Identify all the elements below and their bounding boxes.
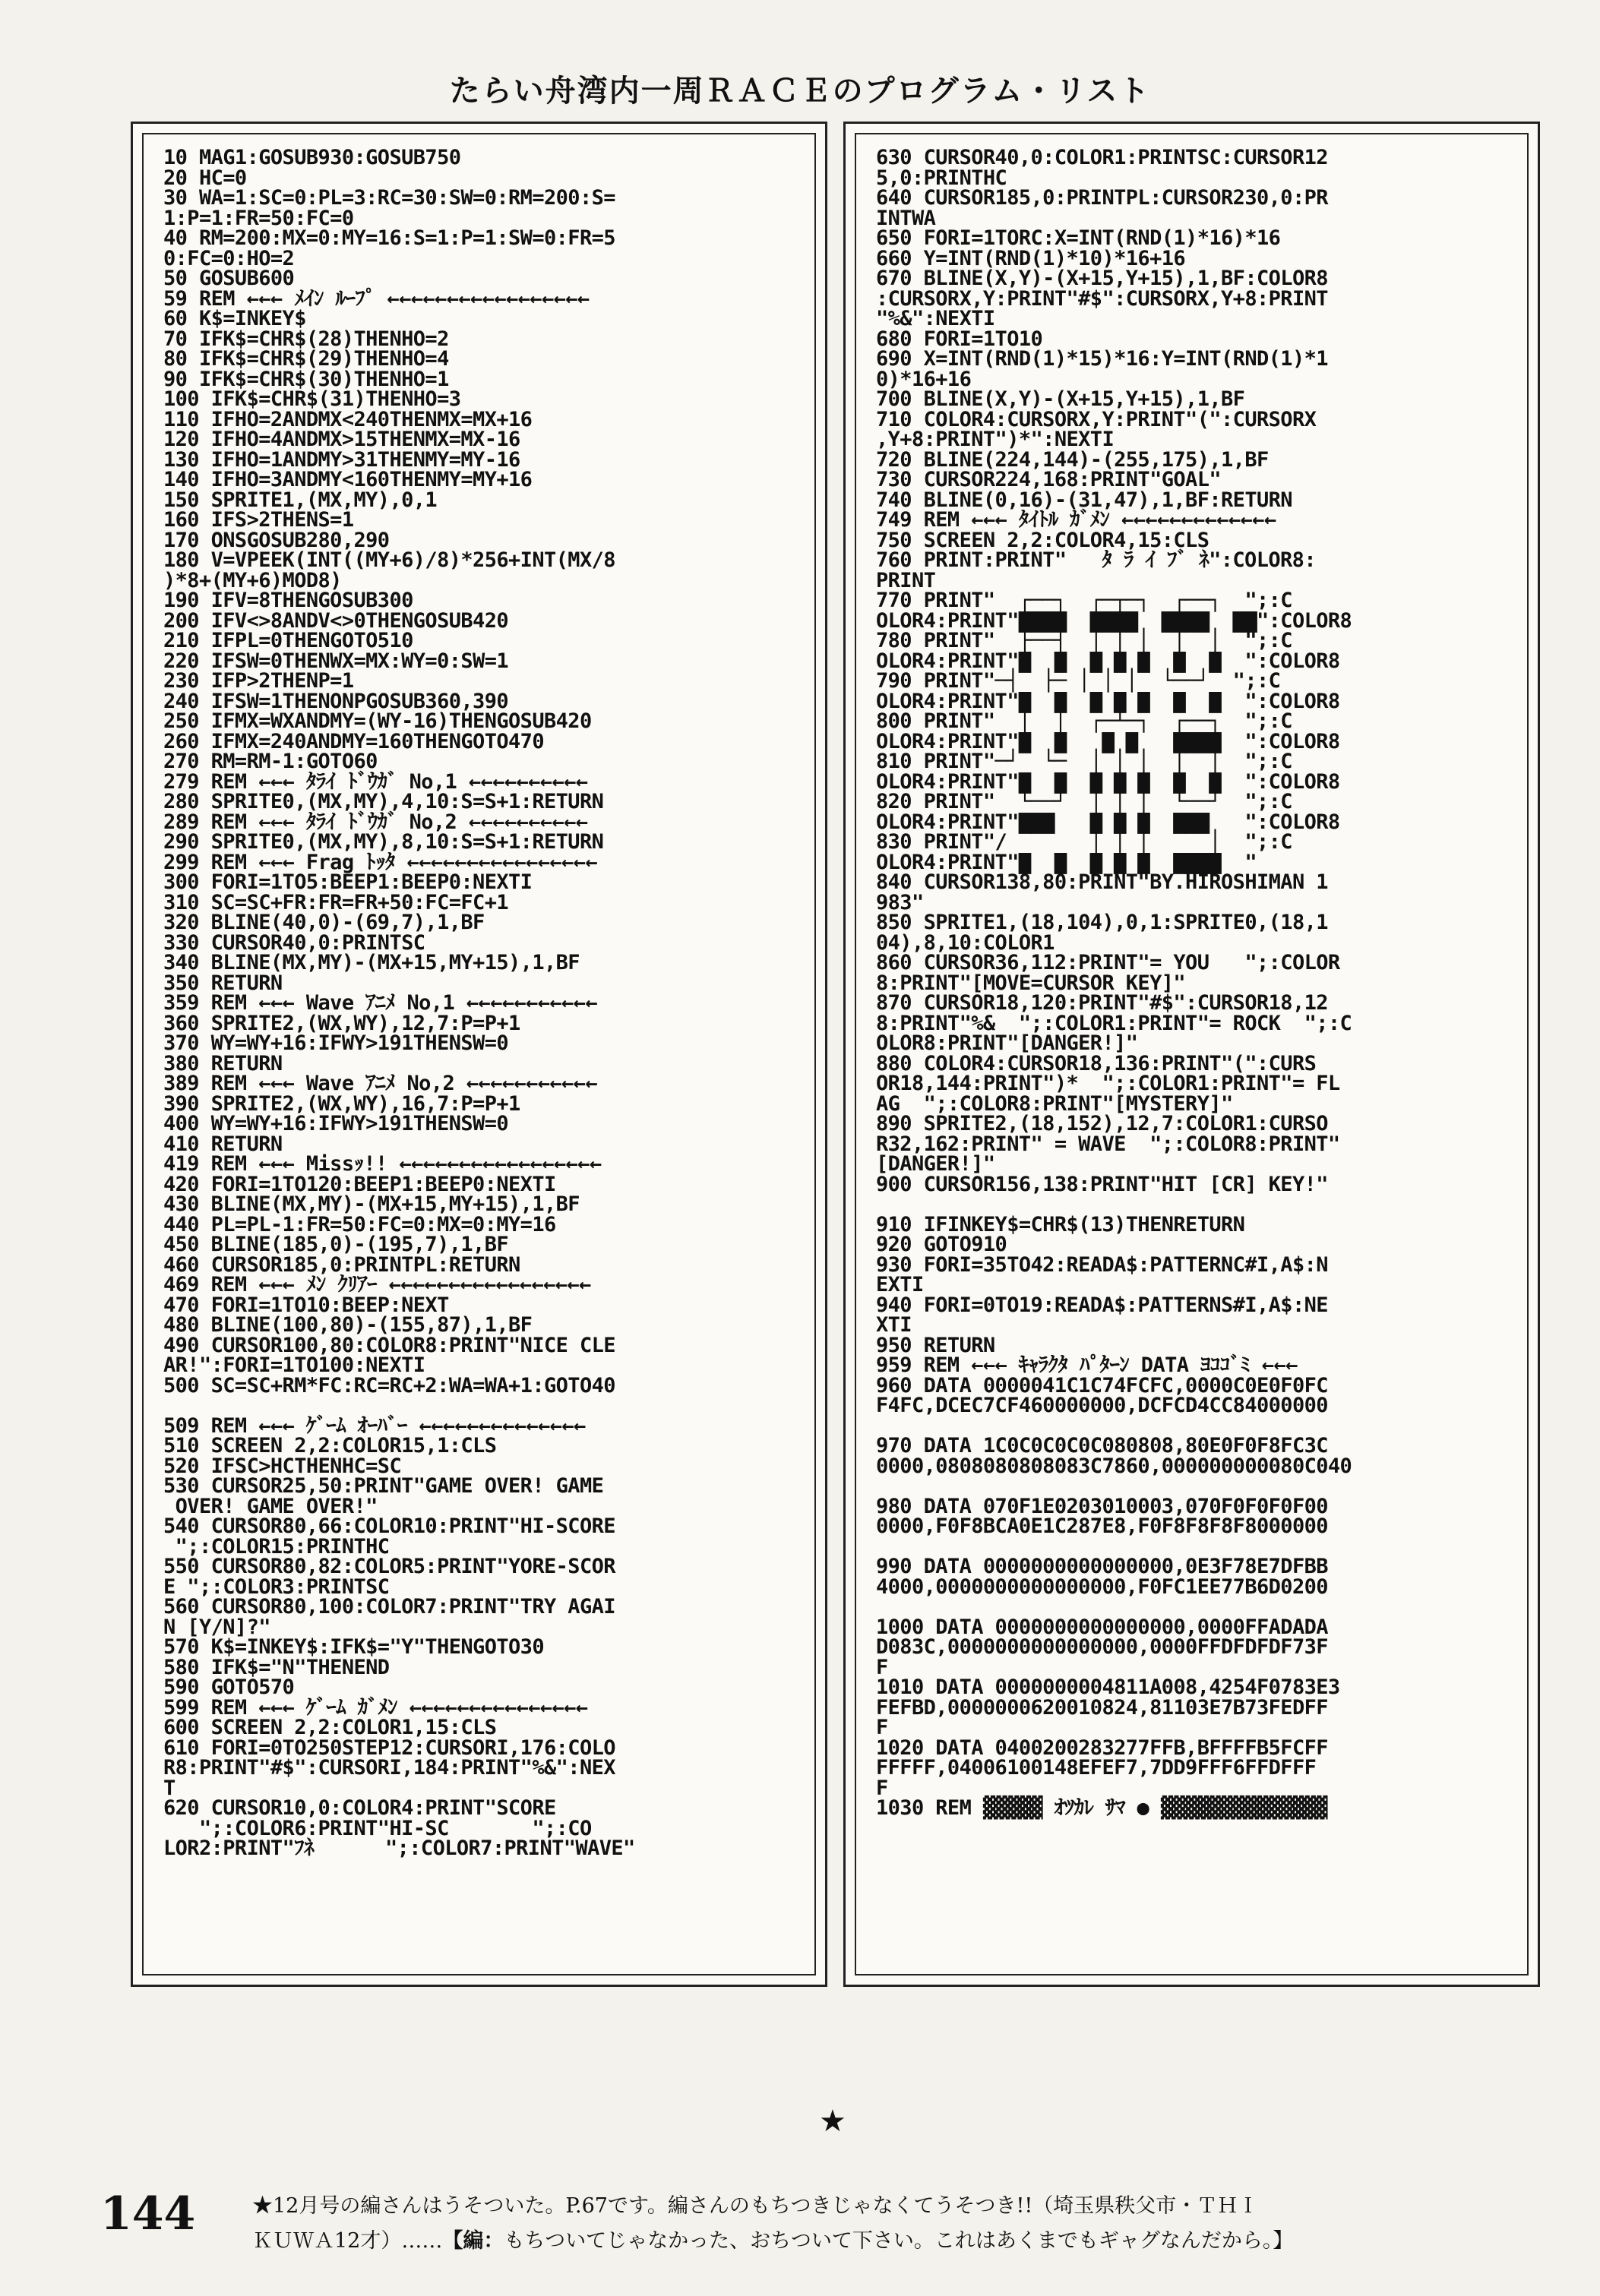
footnote-line-2 [252, 2224, 1529, 2259]
code-listing-left: 10 MAG1:GOSUB930:GOSUB750 20 HC=0 30 WA=1:SC=0:PL=3:RC=30:SW=0:RM=200:S= 1:P=1:FR=50:FC=0 40 RM=200:MX=0:MY=16:S=1:P=1:SW=0:FR=5 0:FC=0:HO=2 50 GOSUB600 59 REM ←←← ﾒｲﾝ ﾙｰﾌﾟ ←←←←←←←←←←←←←←←←← 60 K$=INKEY$ 70 IFK$=CHR$(28)THENHO=2 80 IFK$=CHR$(29)THENHO=4 90 IFK$=CHR$(30)THENHO=1 100 IFK$=CHR$(31)THENHO=3 110 IFHO=2ANDMX<240THENMX=MX+16 120 IFHO=4ANDMX>15THENMX=MX-16 130 IFHO=1ANDMY>31THENMY=MY-16 140 IFHO=3ANDMY<160THENMY=MY+16 150 SPRITE1,(MX,MY),0,1 160 IFS>2THENS=1 170 ONSGOSUB280,290 180 V=VPEEK(INT((MY+6)/8)*256+INT(MX/8 )*8+(MY+6)MOD8) 190 IFV=8THENGOSUB300 200 IFV<>8ANDV<>0THENGOSUB420 210 IFPL=0THENGOTO510 220 IFSW=0THENWX=MX:WY=0:SW=1 230 IFP>2THENP=1 240 IFSW=1THENONPGOSUB360,390 250 IFMX=WXANDMY=(WY-16)THENGOSUB420 260 IFMX=240ANDMY=160THENGOTO470 270 RM=RM-1:GOTO60 279 REM ←←← ﾀﾗｲ ﾄﾞｳｶﾞ No,1 ←←←←←←←←←← 280 SPRITE0,(MX,MY),4,10:S=S+1:RETURN 289 REM ←←← ﾀﾗｲ ﾄﾞｳｶﾞ No,2 ←←←←←←←←←← 290 SPRITE0,(MX,MY),8,10:S=S+1:RETURN 299 REM ←←← Frag ﾄｯﾀ ←←←←←←←←←←←←←←←← 300 FORI=1TO5:BEEP1:BEEP0:NEXTI 310 SC=SC+FR:FR=FR+50:FC=FC+1 320 BLINE(40,0)-(69,7),1,BF 330 CURSOR40,0:PRINTSC 340 BLINE(MX,MY)-(MX+15,MY+15),1,BF 350 RETURN 359 REM ←←← Wave ｱﾆﾒ No,1 ←←←←←←←←←←← 360 SPRITE2,(WX,WY),12,7:P=P+1 370 WY=WY+16:IFWY>191THENSW=0 380 RETURN 389 REM ←←← Wave ｱﾆﾒ No,2 ←←←←←←←←←←← 390 SPRITE2,(WX,WY),16,7:P=P+1 400 WY=WY+16:IFWY>191THENSW=0 410 RETURN 419 REM ←←← Missｯ!! ←←←←←←←←←←←←←←←←← 420 FORI=1TO120:BEEP1:BEEP0:NEXTI 430 BLINE(MX,MY)-(MX+15,MY+15),1,BF 440 PL=PL-1:FR=50:FC=0:MX=0:MY=16 450 BLINE(185,0)-(195,7),1,BF 460 CURSOR185,0:PRINTPL:RETURN 469 REM ←←← ﾒﾝ ｸﾘｱｰ ←←←←←←←←←←←←←←←←← 470 FORI=1TO10:BEEP:NEXT 480 BLINE(100,80)-(155,87),1,BF 490 CURSOR100,80:COLOR8:PRINT"NICE CLE AR!":FORI=1TO100:NEXTI 500 SC=SC+RM*FC:RC=RC+2:WA=WA+1:GOTO40 509 REM ←←← ｹﾞｰﾑ ｵｰﾊﾞｰ ←←←←←←←←←←←←←← 510 SCREEN 2,2:COLOR15,1:CLS 520 IFSC>HCTHENHC=SC 530 CURSOR25,50:PRINT"GAME OVER! GAME OVER! GAME OVER!" 540 CURSOR80,66:COLOR10:PRINT"HI-SCORE ";:COLOR15:PRINTHC 550 CURSOR80,82:COLOR5:PRINT"YORE-SCOR E ";:COLOR3:PRINTSC 560 CURSOR80,100:COLOR7:PRINT"TRY AGAI N [Y/N]?" 570 K$=INKEY$:IFK$="Y"THENGOTO30 580 IFK$="N"THENEND 590 GOTO570 599 REM ←←← ｹﾞｰﾑ ｶﾞﾒﾝ ←←←←←←←←←←←←←←← 600 SCREEN 2,2:COLOR1,15:CLS 610 FORI=0TO250STEP12:CURSORI,176:COLO R8:PRINT"#$":CURSORI,184:PRINT"%&":NEX T 620 CURSOR10,0:COLOR4:PRINT"SCORE ";:COLOR6:PRINT"HI-SC ";:CO LOR2:PRINT"ﾌﾈ ";:COLOR7:PRINT"WAVE" [163, 146, 635, 1860]
footnote-line-1: ★12月号の編さんはうそついた。P.67です。編さんのもちつきじゃなくてうそつき!!（埼玉県秩父市・ＴＨＩ [252, 2194, 1259, 2218]
footnote-reader-tail: ＫＵＷＡ12才）…… [252, 2229, 443, 2253]
code-listing-right: 630 CURSOR40,0:COLOR1:PRINTSC:CURSOR12 5,0:PRINTHC 640 CURSOR185,0:PRINTPL:CURSOR230,0:PR INTWA 650 FORI=1TORC:X=INT(RND(1)*16)*16 660 Y=INT(RND(1)*10)*16+16 670 BLINE(X,Y)-(X+15,Y+15),1,BF:COLOR8 :CURSORX,Y:PRINT"#$":CURSORX,Y+8:PRINT "%&":NEXTI 680 FORI=1TO10 690 X=INT(RND(1)*15)*16:Y=INT(RND(1)*1 0)*16+16 700 BLINE(X,Y)-(X+15,Y+15),1,BF 710 COLOR4:CURSORX,Y:PRINT"(":CURSORX ,Y+8:PRINT")*":NEXTI 720 BLINE(224,144)-(255,175),1,BF 730 CURSOR224,168:PRINT"GOAL" 740 BLINE(0,16)-(31,47),1,BF:RETURN 749 REM ←←← ﾀｲﾄﾙ ｶﾞﾒﾝ ←←←←←←←←←←←←← 750 SCREEN 2,2:COLOR4,15:CLS 760 PRINT:PRINT" ﾀ ﾗ ｲ ﾌﾞ ﾈ":COLOR8: PRINT 770 PRINT" ┌──┐ ┌─┬─┐ ┌──┐ ";:C OLOR4:PRINT"▇▇▇▇ ▇▇▇▇ ▇▇▇▇ ▇▇":COLOR8 780 PRINT" ├──┤ │ │ │ │ │ ";:C OLOR4:PRINT"▇ ▇ ▇ ▇ ▇ ▇ ▇ ":COLOR8 790 PRINT"─┤ ├─ │ │ │ └──┘ ";:C OLOR4:PRINT"▇ ▇ ▇ ▇ ▇ ▇ ▇ ":COLOR8 800 PRINT" │ │ ┌─┴─┐ ┌──┐ ";:C OLOR4:PRINT"▇ ▇ ▇ ▇ ▇▇▇▇ ":COLOR8 810 PRINT"─┘ └─ │ │ │ │ │ ";:C OLOR4:PRINT"▇ ▇ ▇ ▇ ▇ ▇ ▇ ":COLOR8 820 PRINT" └──┘ │ │ │ └──┘ ";:C OLOR4:PRINT"▇▇▇ ▇ ▇ ▇ ▇▇▇ ":COLOR8 830 PRINT"/ │ │ │ │ ";:C OLOR4:PRINT"▇ ▇ ▇ ▇ ▇ ▇▇▇▇ " 840 CURSOR138,80:PRINT"BY.HIROSHIMAN 1 983" 850 SPRITE1,(18,104),0,1:SPRITE0,(18,1 04),8,10:COLOR1 860 CURSOR36,112:PRINT"= YOU ";:COLOR 8:PRINT"[MOVE=CURSOR KEY]" 870 CURSOR18,120:PRINT"#$":CURSOR18,12 8:PRINT"%& ";:COLOR1:PRINT"= ROCK ";:C OLOR8:PRINT"[DANGER!]" 880 COLOR4:CURSOR18,136:PRINT"(":CURS OR18,144:PRINT")* ";:COLOR1:PRINT"= FL AG ";:COLOR8:PRINT"[MYSTERY]" 890 SPRITE2,(18,152),12,7:COLOR1:CURSO R32,162:PRINT" = WAVE ";:COLOR8:PRINT" [DANGER!]" 900 CURSOR156,138:PRINT"HIT [CR] KEY!" 910 IFINKEY$=CHR$(13)THENRETURN 920 GOTO910 930 FORI=35TO42:READA$:PATTERNC#I,A$:N EXTI 940 FORI=0TO19:READA$:PATTERNS#I,A$:NE XTI 950 RETURN 959 REM ←←← ｷｬﾗｸﾀ ﾊﾟﾀｰﾝ DATA ﾖｺｺﾞﾐ ←←← 960 DATA 0000041C1C74FCFC,0000C0E0F0FC F4FC,DCEC7CF460000000,DCFCD4CC84000000 970 DATA 1C0C0C0C0C080808,80E0F0F8FC3C 0000,0808080808083C7860,000000000080C040 980 DATA 070F1E0203010003,070F0F0F0F00 0000,F0F8BCA0E1C287E8,F0F8F8F8F8000000 990 DATA 0000000000000000,0E3F78E7DFBB 4000,0000000000000000,F0FC1EE77B6D0200 1000 DATA 0000000000000000,0000FFADADA D083C,0000000000000000,0000FFDFDFDF73F F 1010 DATA 0000000004811A008,4254F0783E3 FEFBD,0000000620010824,81103E7B73FEDFF F 1020 DATA 0400200283277FFB,BFFFFB5FCFF FFFFF,04006100148EFEF7,7DD9FFF6FFDFFF F 1030 REM ▓▓▓▓▓ ｵﾂｶﾚ ｻﾏ ● ▓▓▓▓▓▓▓▓▓▓▓▓▓▓ [876, 146, 1352, 1820]
listing-frame-right [855, 133, 1529, 1975]
listing-panel-left [131, 122, 827, 1987]
footnote-editor-comment: もちついてじゃなかった、おちついて下さい。これはあくまでもギャグなんだから。】 [504, 2229, 1294, 2253]
star-separator: ★ [819, 2104, 846, 2139]
listing-panel-right [843, 122, 1540, 1987]
page-title: たらい舟湾内一周ＲＡＣＥのプログラム・リスト [449, 74, 1151, 109]
footnote-editor-tag: 【編： [442, 2229, 504, 2253]
page-number: 144 [100, 2187, 196, 2241]
reader-footnote [252, 2189, 1529, 2259]
listing-frame-left [142, 133, 816, 1975]
